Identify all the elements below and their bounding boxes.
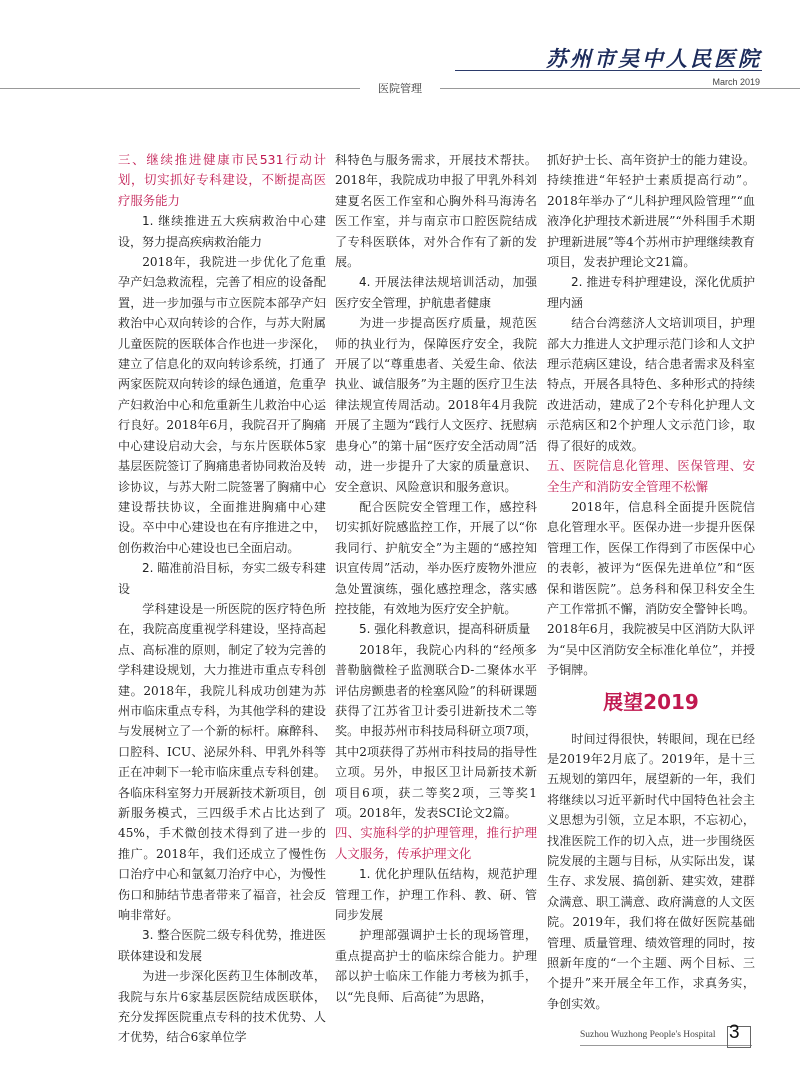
- paragraph: 护理部强调护士长的现场管理，重点提高护士的临床综合能力。护理部以护士临床工作能力考核为抓手，以“先良师、后高徒”为思路，: [335, 928, 537, 1004]
- paragraph: 科特色与服务需求，开展技术帮扶。2018年，我院成功申报了甲乳外科刘建夏名医工作室和心胸外科马海涛名医工作室，并与南京市口腔医院结成了专科医联体，对外合作有了新的发展。: [335, 153, 537, 270]
- section-heading-3: 三、继续推进健康市民531行动计划，切实抓好专科建设，不断提高医疗服务能力: [118, 152, 326, 208]
- section-rule-left: [0, 88, 360, 89]
- column-2: [335, 150, 537, 1007]
- paragraph: 时间过得很快，转眼间，现在已经是2019年2月底了。2019年，是十三五规划的第四年，展望新的一年，我们将继续以习近平新时代中国特色社会主义思想为引领，立足本职，不忘初心，找准医院工作的切入点，进一步围绕医院发展的主题与目标，从实际出发，谋生存、求发展、搞创新、建实效，建群众满意、职工满意、政府满意的人文医院。2019年，我们将在做好医院基础管理、质量管理、绩效管理的同时，按照新年度的“一个主题、两个目标、三个提升”来开展全年工作，求真务实，争创实效。: [547, 731, 755, 1011]
- paragraph: 2018年，我院心内科的“经颅多普勒脑微栓子监测联合D-二聚体水平评估房颤患者的栓塞风险”的科研课题获得了江苏省卫计委引进新技术二等奖。申报苏州市科技局科研立项7项，其中2项获得了苏州市科技局的指导性立项。另外，申报区卫计局新技术新项目6项，获二等奖2项，三等奖1项。2018年，发表SCI论文2篇。: [335, 642, 537, 820]
- outlook-heading: 展望2019: [603, 689, 699, 714]
- header-title: 苏州市吴中人民医院: [546, 46, 762, 71]
- subheading-5: 5. 强化科教意识，提高科研质量: [359, 622, 531, 637]
- subheading-1: 1. 继续推进五大疾病救治中心建设，努力提高疾病救治能力: [118, 214, 326, 249]
- subheading-4: 4. 开展法律法规培训活动，加强医疗安全管理，护航患者健康: [335, 275, 537, 310]
- header-rule: [455, 70, 762, 71]
- subheading-7: 2. 推进专科护理建设，深化优质护理内涵: [547, 275, 755, 310]
- subheading-3: 3. 整合医院二级专科优势，推进医联体建设和发展: [118, 928, 326, 963]
- header-date: March 2019: [712, 77, 760, 87]
- paragraph: 为进一步提高医疗质量，规范医师的执业行为，保障医疗安全，我院开展了以“尊重患者、关爱生命、依法执业、诚信服务”为主题的医疗卫生法律法规宣传周活动。2018年4月我院开展了主题为“践行人文医疗、抚慰病患身心”的第十届“医疗安全活动周”活动，进一步提升了大家的质量意识、安全意识、风险意识和服务意识。: [335, 316, 537, 494]
- section-heading-5: 五、医院信息化管理、医保管理、安全生产和消防安全管理不松懈: [547, 458, 755, 494]
- subheading-2: 2. 瞄准前沿目标，夯实二级专科建设: [118, 561, 326, 596]
- paragraph: 2018年，我院进一步优化了危重孕产妇急救流程，完善了相应的设备配置，进一步加强与市立医院本部孕产妇救治中心双向转诊的合作，与苏大附属儿童医院的医联体合作也进一步深化，建立了信息化的双向转诊系统，打通了两家医院双向转诊的绿色通道，危重孕产妇救治中心和危重新生儿救治中心运行良好。2018年6月，我院召开了胸痛中心建设启动大会，与东片医联体5家基层医院签订了胸痛患者协同救治及转诊协议，与苏大附二院签署了胸痛中心建设帮扶协议，全面推进胸痛中心建设。卒中中心建设也在有序推进之中，创伤救治中心建设也已全面启动。: [118, 255, 326, 555]
- footer-hospital-name: Suzhou Wuzhong People's Hospital: [580, 1030, 716, 1040]
- paragraph: 结合台湾慈济人文培训项目，护理部大力推进人文护理示范门诊和人文护理示范病区建设，结合患者需求及科室特点，开展各具特色、多种形式的持续改进活动，建成了2个专科化护理人文示范病区和2个护理人文示范门诊，取得了很好的成效。: [547, 316, 755, 453]
- paragraph: 为进一步深化医药卫生体制改革，我院与东片6家基层医院结成医联体，充分发挥医院重点专科的技术优势、人才优势，结合6家单位学: [118, 969, 326, 1045]
- subheading-6: 1. 优化护理队伍结构，规范护理管理工作，护理工作科、教、研、管同步发展: [335, 867, 537, 923]
- paragraph: 抓好护士长、高年资护士的能力建设。持续推进“年轻护士素质提高行动”。2018年举办了“儿科护理风险管理”“血液净化护理技术新进展”“外科围手术期护理新进展”等4个苏州市护理继续教育项目，发表护理论文21篇。: [547, 153, 755, 270]
- column-1: [118, 150, 326, 1048]
- section-heading-4: 四、实施科学的护理管理，推行护理人文服务，传承护理文化: [335, 825, 537, 861]
- paragraph: 2018年，信息科全面提升医院信息化管理水平。医保办进一步提升医保管理工作，医保工作得到了市医保中心的表彰，被评为“医保先进单位”和“医保和谐医院”。总务科和保卫科安全生产工作常抓不懈，消防安全警钟长鸣。2018年6月，我院被吴中区消防大队评为“吴中区消防安全标准化单位”，并授予铜牌。: [547, 499, 755, 678]
- section-rule-right: [440, 88, 800, 89]
- section-label: 医院管理: [378, 83, 422, 95]
- paragraph: 配合医院安全管理工作，感控科切实抓好院感监控工作，开展了以“你我同行、护航安全”为主题的“感控知识宣传周”活动，举办医疗废物外泄应急处置演练，强化感控理念，落实感控技能，有效地为医疗安全护航。: [335, 499, 537, 616]
- page-number: 3: [729, 1022, 740, 1043]
- column-3: [547, 150, 755, 1014]
- paragraph: 学科建设是一所医院的医疗特色所在，我院高度重视学科建设，坚持高起点、高标准的原则，制定了较为完善的学科建设规划，大力推进市重点专科创建。2018年，我院儿科成功创建为苏州市临床重点专科，为其他学科的建设与发展树立了一个新的标杆。麻醉科、口腔科、ICU、泌尿外科、甲乳外科等正在冲刺下一轮市临床重点专科创建。各临床科室努力开展新技术新项目，创新服务模式，三四级手术占比达到了45%，手术微创技术得到了进一步的推广。2018年，我们还成立了慢性伤口治疗中心和氩氦刀治疗中心，为慢性伤口和肺结节患者带来了福音，社会反响非常好。: [118, 601, 326, 923]
